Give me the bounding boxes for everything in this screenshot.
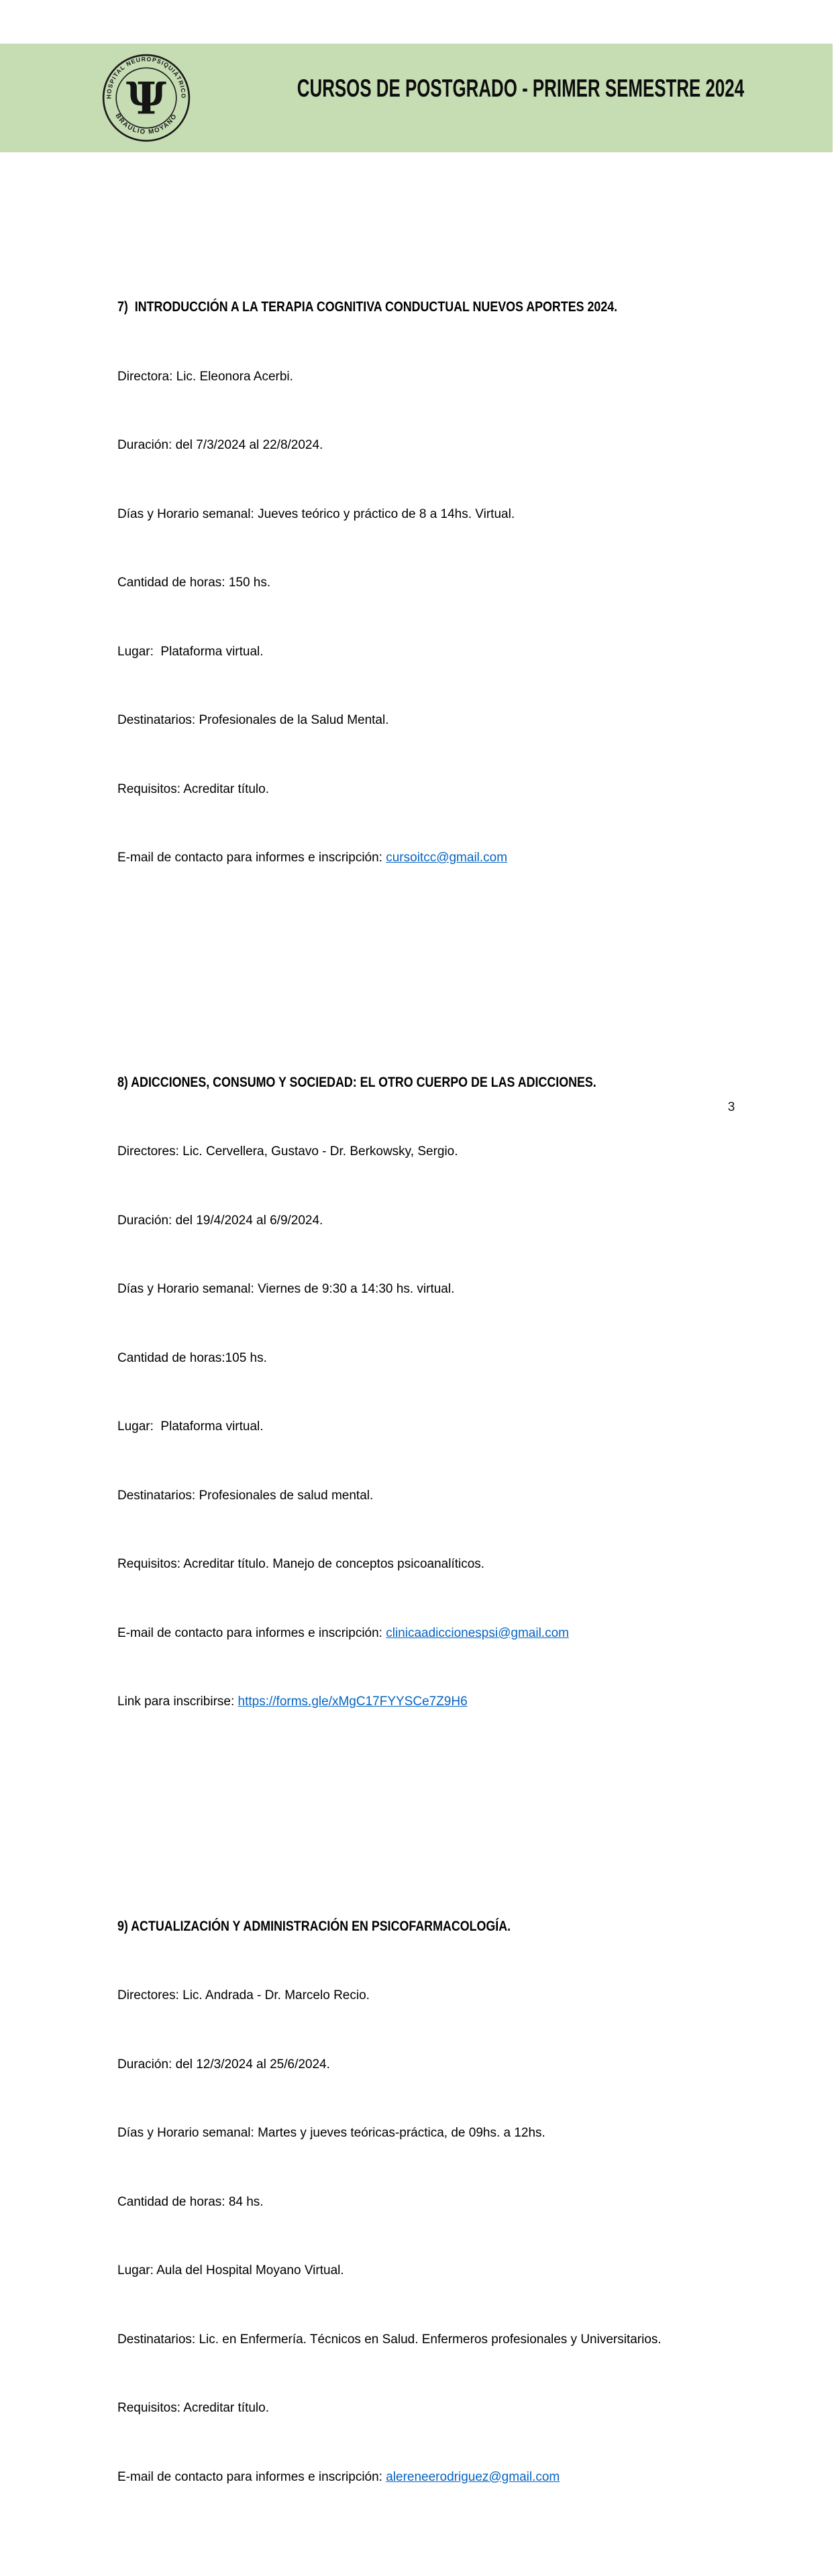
page-number: 3 bbox=[727, 1100, 735, 1114]
course-heading bbox=[117, 1917, 735, 1937]
course-detail-line: Duración: del 12/3/2024 al 25/6/2024. bbox=[117, 2057, 330, 2072]
course-heading-text: 8) ADICCIONES, CONSUMO Y SOCIEDAD: EL OTRO CUERPO DE LAS ADICCIONES. bbox=[117, 1074, 596, 1090]
course-detail-line: Requisitos: Acreditar título. Manejo de conceptos psicoanalíticos. bbox=[117, 1557, 485, 1571]
email-link[interactable]: alereneerodriguez@gmail.com bbox=[386, 2469, 560, 2484]
course-section-8 bbox=[117, 998, 735, 1761]
course-detail-line: Días y Horario semanal: Jueves teórico y práctico de 8 a 14hs. Virtual. bbox=[117, 506, 515, 521]
course-detail-line: Destinatarios: Profesionales de salud mental. bbox=[117, 1488, 374, 1503]
course-heading-text: 7) INTRODUCCIÓN A LA TERAPIA COGNITIVA CONDUCTUAL NUEVOS APORTES 2024. bbox=[117, 299, 618, 315]
page-title: CURSOS DE POSTGRADO - PRIMER SEMESTRE 2024 bbox=[297, 74, 745, 102]
course-detail-line: Directores: Lic. Andrada - Dr. Marcelo Recio. bbox=[117, 1988, 370, 2002]
course-detail-line: Destinatarios: Lic. en Enfermería. Técnicos en Salud. Enfermeros profesionales y Universitarios. bbox=[117, 2332, 662, 2347]
course-detail-line: Lugar: Plataforma virtual. bbox=[117, 1419, 264, 1434]
course-detail-line: Directores: Lic. Cervellera, Gustavo - Dr. Berkowsky, Sergio. bbox=[117, 1144, 458, 1159]
logo-top-text: HOSPITAL NEUROPSIQUIÁTRICO bbox=[105, 55, 187, 99]
course-heading bbox=[117, 1073, 735, 1093]
course-detail-line: Destinatarios: Profesionales de la Salud Mental. bbox=[117, 713, 389, 727]
course-detail-line: Días y Horario semanal: Martes y jueves teóricas-práctica, de 09hs. a 12hs. bbox=[117, 2126, 545, 2140]
psi-icon: Ψ bbox=[125, 72, 167, 125]
course-detail-line: Directora: Lic. Eleonora Acerbi. bbox=[117, 369, 293, 384]
document-content bbox=[117, 176, 735, 2576]
course-detail-line: Requisitos: Acreditar título. bbox=[117, 2401, 269, 2415]
course-section-9 bbox=[117, 1841, 735, 2536]
course-detail-line: Cantidad de horas: 150 hs. bbox=[117, 576, 271, 590]
email-label: E-mail de contacto para informes e inscripción: bbox=[117, 1625, 386, 1640]
course-heading bbox=[117, 297, 735, 318]
email-label: E-mail de contacto para informes e inscripción: bbox=[117, 2469, 386, 2484]
header-title-area bbox=[201, 71, 745, 106]
logo-bottom-text: BRAULIO MOYANO bbox=[113, 112, 179, 136]
email-link[interactable]: clinicaadiccionespsi@gmail.com bbox=[386, 1625, 569, 1640]
course-email-line bbox=[117, 848, 735, 868]
course-detail-line: Duración: del 19/4/2024 al 6/9/2024. bbox=[117, 1213, 323, 1228]
course-section-7 bbox=[117, 257, 735, 917]
course-detail-line: Cantidad de horas: 84 hs. bbox=[117, 2194, 264, 2209]
course-detail-line: Días y Horario semanal: Viernes de 9:30 a 14:30 hs. virtual. bbox=[117, 1282, 455, 1296]
course-detail-line: Lugar: Aula del Hospital Moyano Virtual. bbox=[117, 2263, 344, 2277]
inscription-link[interactable]: https://forms.gle/xMgC17FYYSCe7Z9H6 bbox=[238, 1695, 468, 1709]
inscription-label: Link para inscribirse: bbox=[117, 1695, 238, 1709]
course-detail-line: Duración: del 7/3/2024 al 22/8/2024. bbox=[117, 438, 323, 452]
course-email-line bbox=[117, 2467, 735, 2487]
course-detail-line: Requisitos: Acreditar título. bbox=[117, 782, 269, 796]
course-detail-line: Lugar: Plataforma virtual. bbox=[117, 644, 264, 659]
course-email-line bbox=[117, 1623, 735, 1644]
hospital-logo bbox=[101, 52, 192, 144]
email-link[interactable]: cursoitcc@gmail.com bbox=[386, 851, 508, 865]
email-label: E-mail de contacto para informes e inscripción: bbox=[117, 851, 386, 865]
course-detail-line: Cantidad de horas:105 hs. bbox=[117, 1350, 267, 1365]
course-heading-text: 9) ACTUALIZACIÓN Y ADMINISTRACIÓN EN PSICOFARMACOLOGÍA. bbox=[117, 1918, 511, 1934]
course-inscription-line bbox=[117, 1692, 735, 1712]
